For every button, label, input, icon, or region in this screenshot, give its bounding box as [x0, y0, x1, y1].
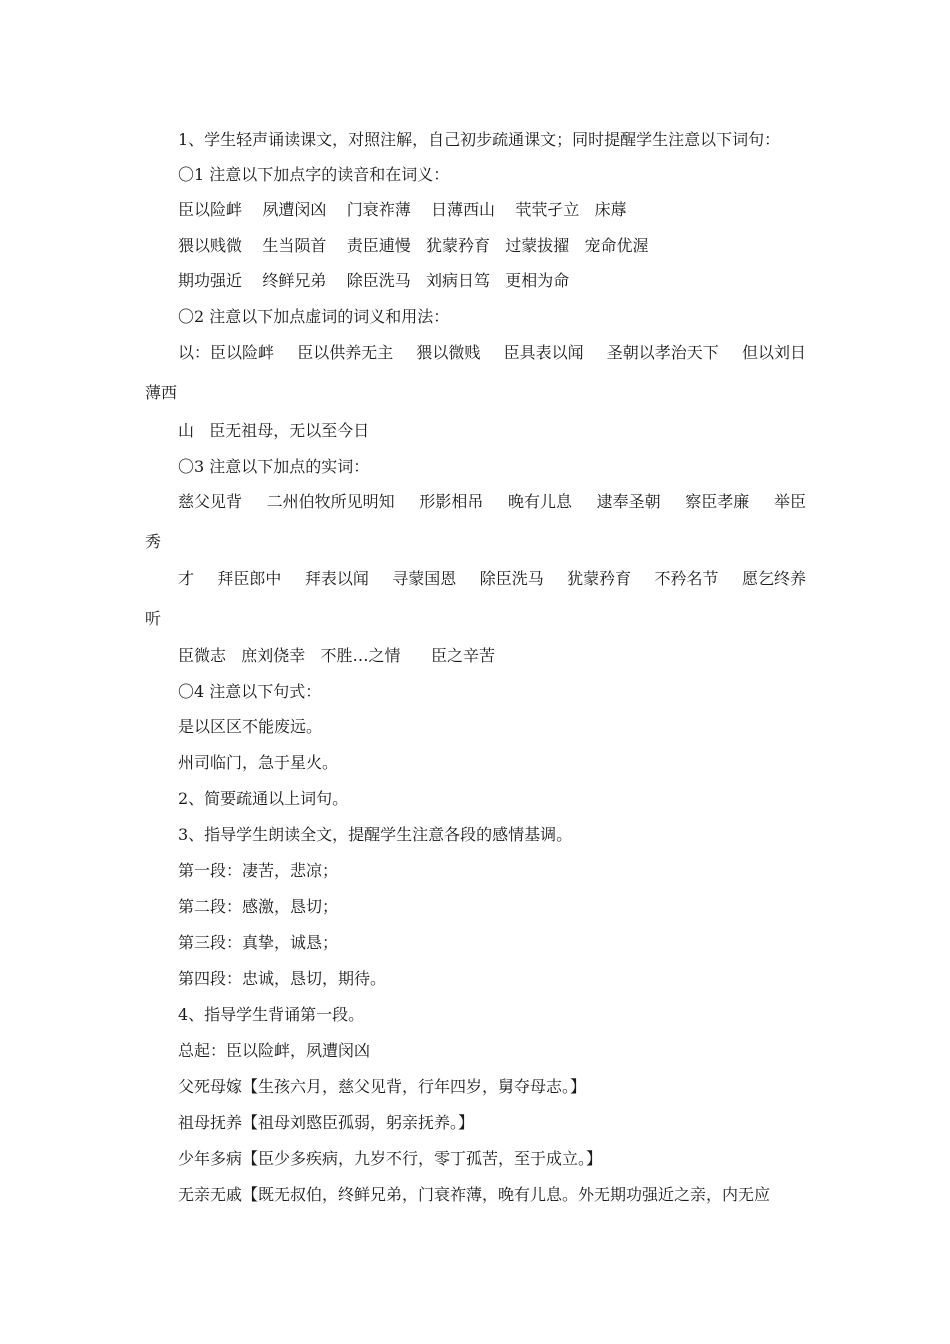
phrase: 才: [178, 569, 195, 588]
paragraph-step-2: 2、简要疏通以上词句。: [178, 789, 349, 808]
word-list-row: 猥以贱微 生当陨首 责臣逋慢 犹蒙矜育 过蒙拔擢 宠命优渥: [178, 236, 649, 255]
outline-quote: 【生孩六月，慈父见背，行年四岁，舅夺母志。】: [242, 1077, 587, 1096]
outline-quote: 【祖母刘愍臣孤弱，躬亲抚养。】: [242, 1113, 475, 1132]
outline-item: [178, 1077, 586, 1097]
heading-note-4: 〇4 注意以下句式：: [178, 682, 322, 701]
phrase: 慈父见背: [178, 492, 243, 511]
outline-topic: 祖母抚养: [178, 1113, 243, 1132]
phrase: 举臣: [773, 492, 806, 511]
section-tone: 第四段：忠诚，恳切，期待。: [178, 969, 387, 988]
heading-note-3: 〇3 注意以下加点的实词：: [178, 457, 370, 476]
outline-quote: 【臣少多疾病，九岁不行，零丁孤苦，至于成立。】: [242, 1149, 603, 1168]
phrase: 拜表以闻: [304, 569, 369, 588]
phrase: 以：臣以险衅: [178, 343, 275, 362]
phrase: 二州伯牧所见明知: [266, 492, 395, 511]
phrase: 但以刘日: [741, 343, 806, 362]
paragraph-step-4: 4、指导学生背诵第一段。: [178, 1005, 365, 1024]
phrase: 臣以供养无主: [297, 343, 394, 362]
paragraph-step-3: 3、指导学生朗读全文，提醒学生注意各段的感情基调。: [178, 825, 573, 844]
phrase: 除臣洗马: [479, 569, 544, 588]
outline-item: [178, 1185, 770, 1205]
heading-note-1: 〇1 注意以下加点字的读音和在词义：: [178, 165, 450, 184]
outline-topic: 父死母嫁: [178, 1077, 243, 1096]
word-list-row: 臣微志 庶刘侥幸 不胜…之情 臣之辛苦: [178, 646, 496, 665]
paragraph-step-1: 1、学生轻声诵读课文，对照注解，自己初步疏通课文；同时提醒学生注意以下词句：: [178, 130, 781, 149]
section-tone: 第二段：感激，恳切；: [178, 897, 339, 916]
phrase: 察臣孝廉: [685, 492, 750, 511]
phrase: 寻蒙国恩: [392, 569, 457, 588]
outline-item: [178, 1149, 602, 1169]
heading-note-2: 〇2 注意以下加点虚词的词义和用法：: [178, 307, 450, 326]
outline-topic: 少年多病: [178, 1149, 243, 1168]
sentence: 州司临门，急于星火。: [178, 753, 339, 772]
phrase: 拜臣郎中: [217, 569, 282, 588]
section-tone: 第一段：凄苦，悲凉；: [178, 861, 339, 880]
phrase: 晚有儿息: [507, 492, 572, 511]
phrase: 愿乞终养: [741, 569, 806, 588]
sentence: 是以区区不能废远。: [178, 717, 323, 736]
word-list-row: [178, 343, 806, 363]
phrase: 圣朝以孝治天下: [606, 343, 719, 362]
wrapped-text: 听: [145, 609, 162, 628]
phrase: 逮奉圣朝: [596, 492, 661, 511]
phrase: 臣具表以闻: [503, 343, 584, 362]
word-list-row: [178, 569, 806, 589]
word-list-row: 山 臣无祖母，无以至今日: [178, 421, 370, 440]
wrapped-text: 秀: [145, 532, 162, 551]
phrase: 形影相吊: [419, 492, 484, 511]
summary-line: 总起：臣以险衅，夙遭闵凶: [178, 1041, 371, 1060]
word-list-row: 臣以险衅 夙遭闵凶 门衰祚薄 日薄西山 茕茕孑立 床蓐: [178, 200, 627, 219]
outline-quote: 【既无叔伯，终鲜兄弟，门衰祚薄，晚有儿息。外无期功强近之亲，内无应: [242, 1185, 771, 1204]
word-list-row: 期功强近 终鲜兄弟 除臣洗马 刘病日笃 更相为命: [178, 271, 570, 290]
wrapped-text: 薄西: [145, 383, 178, 402]
outline-item: [178, 1113, 474, 1133]
phrase: 不矜名节: [654, 569, 719, 588]
phrase: 犹蒙矜育: [567, 569, 632, 588]
phrase: 猥以微贱: [416, 343, 481, 362]
section-tone: 第三段：真挚，诚恳；: [178, 933, 339, 952]
outline-topic: 无亲无戚: [178, 1185, 243, 1204]
word-list-row: [178, 492, 806, 512]
